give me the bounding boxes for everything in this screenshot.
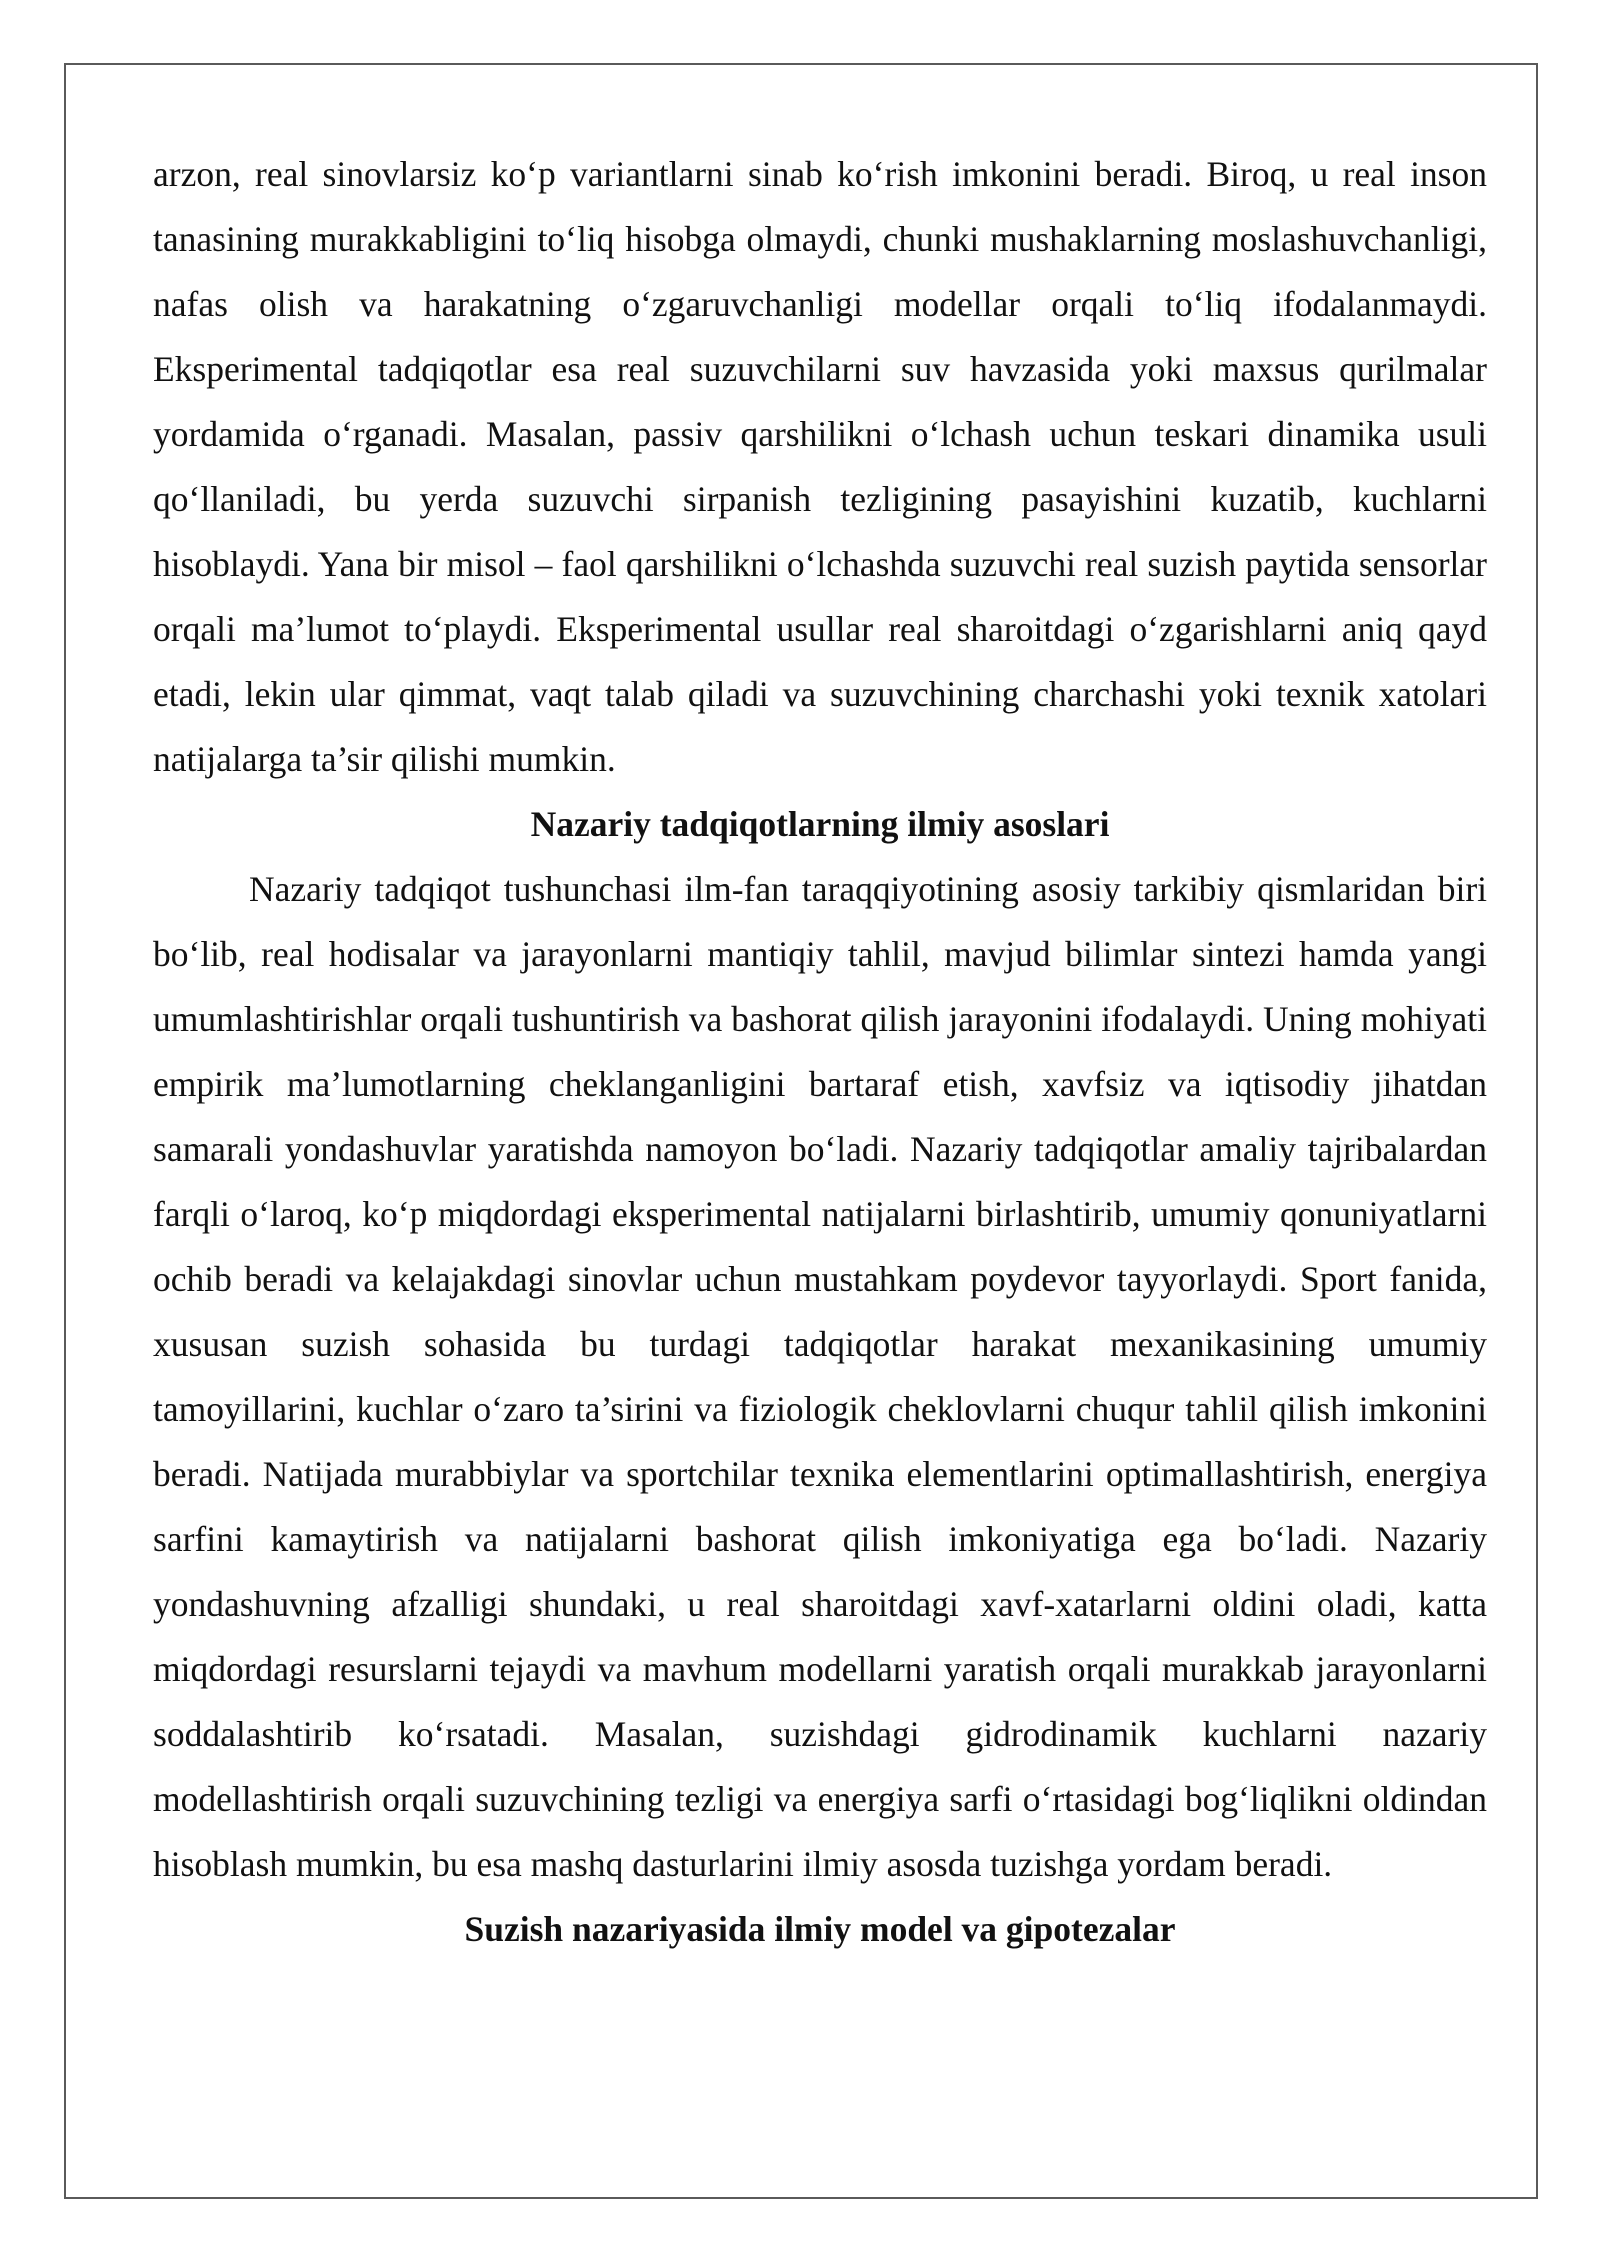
section-heading-swimming-models: Suzish nazariyasida ilmiy model va gipotezalar: [464, 1909, 1176, 1949]
paragraph-theoretical-research: Nazariy tadqiqot tushunchasi ilm-fan taraqqiyotining asosiy tarkibiy qismlaridan biri bo‘lib, real hodisalar va jarayonlarni mantiqiy tahlil, mavjud bilimlar sintezi hamda yangi umumlashtirishlar orqali tushuntirish va bashorat qilish jarayonini ifodalaydi. Uning mohiyati empirik ma’lumotlarning cheklanganligini bartaraf etish, xavfsiz va iqtisodiy jihatdan samarali yondashuvlar yaratishda namoyon bo‘ladi. Nazariy tadqiqotlar amaliy tajribalardan farqli o‘laroq, ko‘p miqdordagi eksperimental natijalarni birlashtirib, umumiy qonuniyatlarni ochib beradi va kelajakdagi sinovlar uchun mustahkam poydevor tayyorlaydi. Sport fanida, xususan suzish sohasida bu turdagi tadqiqotlar harakat mexanikasining umumiy tamoyillarini, kuchlar o‘zaro ta’sirini va fiziologik cheklovlarni chuqur tahlil qilish imkonini beradi. Natijada murabbiylar va sportchilar texnika elementlarini optimallashtirish, energiya sarfini kamaytirish va natijalarni bashorat qilish imkoniyatiga ega bo‘ladi. Nazariy yondashuvning afzalligi shundaki, u real sharoitdagi xavf-xatarlarni oldini oladi, katta miqdordagi resurslarni tejaydi va mavhum modellarni yaratish orqali murakkab jarayonlarni soddalashtirib ko‘rsatadi. Masalan, suzishdagi gidrodinamik kuchlarni nazariy modellashtirish orqali suzuvchining tezligi va energiya sarfi o‘rtasidagi bog‘liqlikni oldindan hisoblash mumkin, bu esa mashq dasturlarini ilmiy asosda tuzishga yordam beradi.: [153, 869, 1487, 1884]
paragraph-continuation: arzon, real sinovlarsiz ko‘p variantlarni sinab ko‘rish imkonini beradi. Biroq, u real inson tanasining murakkabligini to‘liq hisobga olmaydi, chunki mushaklarning moslashuvchanligi, nafas olish va harakatning o‘zgaruvchanligi modellar orqali to‘liq ifodalanmaydi. Eksperimental tadqiqotlar esa real suzuvchilarni suv havzasida yoki maxsus qurilmalar yordamida o‘rganadi. Masalan, passiv qarshilikni o‘lchash uchun teskari dinamika usuli qo‘llaniladi, bu yerda suzuvchi sirpanish tezligining pasayishini kuzatib, kuchlarni hisoblaydi. Yana bir misol – faol qarshilikni o‘lchashda suzuvchi real suzish paytida sensorlar orqali ma’lumot to‘playdi. Eksperimental usullar real sharoitdagi o‘zgarishlarni aniq qayd etadi, lekin ular qimmat, vaqt talab qiladi va suzuvchining charchashi yoki texnik xatolari natijalarga ta’sir qilishi mumkin.: [153, 154, 1487, 779]
section-heading-theoretical-research: Nazariy tadqiqotlarning ilmiy asoslari: [530, 804, 1110, 844]
document-body: [153, 142, 1487, 1962]
